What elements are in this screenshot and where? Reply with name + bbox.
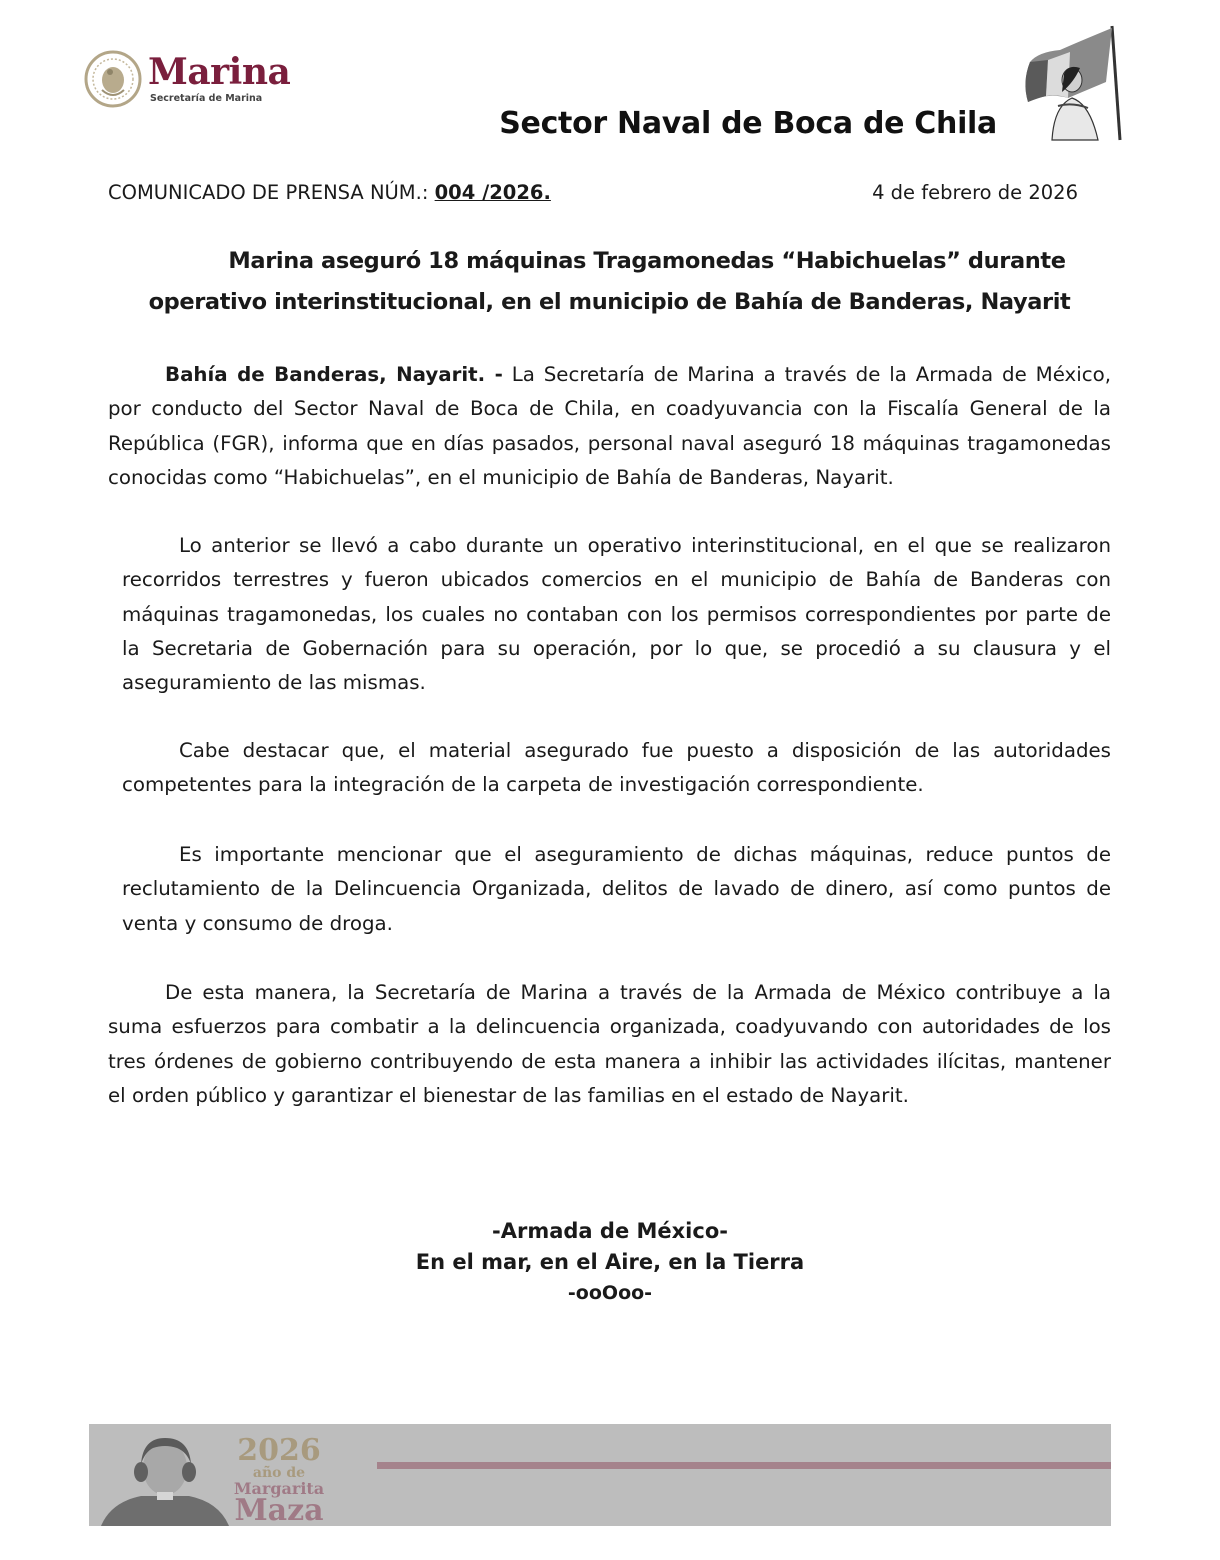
margarita-maza-portrait [101, 1432, 229, 1526]
footer-divider [377, 1462, 1111, 1469]
press-date: 4 de febrero de 2026 [872, 181, 1078, 204]
emblem-name-1: Margarita [233, 1479, 325, 1498]
headline-line-1: Marina aseguró 18 máquinas Tragamonedas “Habichuelas” durante [228, 248, 1066, 274]
footer-banner [89, 1424, 1111, 1526]
press-release-number [108, 181, 551, 204]
marina-logo [84, 50, 304, 110]
flag-heroine-illustration [1008, 22, 1123, 142]
logo-wordmark: Marina [148, 51, 291, 93]
closing-motto: En el mar, en el Aire, en la Tierra [415, 1250, 805, 1274]
press-number: 004 /2026. [434, 181, 551, 204]
year-emblem [224, 1433, 334, 1528]
press-label: COMUNICADO DE PRENSA NÚM.: [108, 181, 435, 204]
national-seal-icon [84, 50, 142, 108]
headline-line-2: operativo interinstitucional, en el municipio de Bahía de Banderas, Nayarit [148, 289, 1071, 315]
emblem-name-2: Maza [234, 1493, 324, 1528]
body-paragraph-3: Cabe destacar que, el material asegurado fue puesto a disposición de las autoridades competentes para la integración de la carpeta de investigación correspondiente. [122, 739, 1111, 797]
closing-line-1: -Armada de México- [492, 1219, 728, 1243]
body-paragraph-5: De esta manera, la Secretaría de Marina a través de la Armada de México contribuye a la suma esfuerzos para combatir a la delincuencia organizada, coadyuvando con autoridades de los tres órdenes de gobierno contribuyendo de esta manera a inhibir las actividades ilícitas, mantener el orden público y garantizar el bienestar de las familias en el estado de Nayarit. [108, 981, 1111, 1107]
logo-subtitle: Secretaría de Marina [150, 93, 263, 104]
dateline: Bahía de Banderas, Nayarit. - [165, 363, 503, 386]
closing-end-mark: -ooOoo- [567, 1282, 653, 1304]
emblem-ano-de: año de [252, 1465, 306, 1481]
body-paragraph-1 [108, 358, 1111, 495]
closing-signature [0, 1216, 1220, 1309]
paragraph-1-text: La Secretaría de Marina a través de la Armada de México, por conducto del Sector Naval de Boca de Chila, en coadyuvancia con la Fiscalía General de la República (FGR), informa que en días pasados, personal naval aseguró 18 máquinas tragamonedas conocidas como “Habichuelas”, en el municipio de Bahía de Banderas, Nayarit. [108, 363, 1111, 489]
headline [108, 241, 1111, 323]
sector-title: Sector Naval de Boca de Chila [499, 106, 997, 141]
emblem-year: 2026 [237, 1433, 321, 1468]
body-paragraph-2: Lo anterior se llevó a cabo durante un operativo interinstitucional, en el que se realizaron recorridos terrestres y fueron ubicados comercios en el municipio de Bahía de Banderas con máquinas tragamonedas, los cuales no contaban con los permisos correspondientes por parte de la Secretaria de Gobernación para su operación, por lo que, se procedió a su clausura y el aseguramiento de las mismas. [122, 534, 1111, 695]
body-paragraph-4: Es importante mencionar que el aseguramiento de dichas máquinas, reduce puntos de reclutamiento de la Delincuencia Organizada, delitos de lavado de dinero, así como puntos de venta y consumo de droga. [122, 843, 1111, 935]
